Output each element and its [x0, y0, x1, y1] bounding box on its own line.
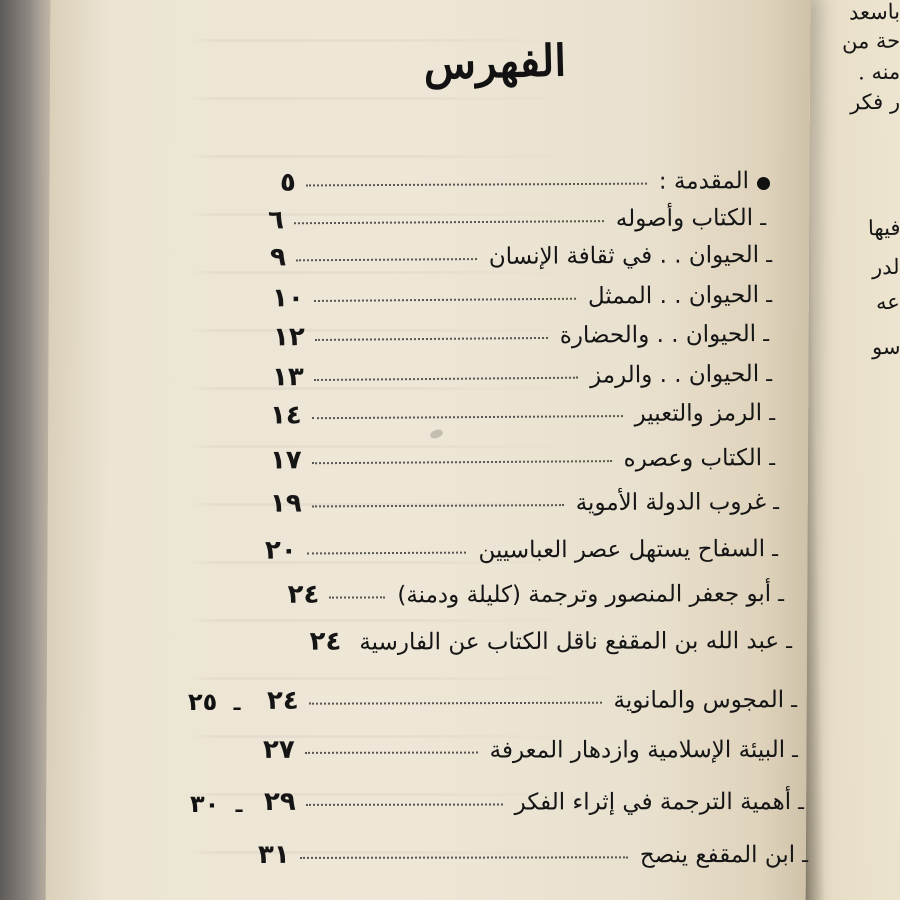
contents-entry[interactable] [271, 281, 773, 314]
right-page-fragment: منه . [857, 59, 900, 85]
contents-entry[interactable] [264, 580, 784, 608]
page-number: ١٣ [271, 362, 304, 393]
page-number: ٣١ [257, 839, 290, 870]
contents-entry[interactable] [263, 736, 798, 763]
contents-title: الفهرس [422, 36, 567, 90]
dash-marker: ـ [766, 283, 773, 308]
page-number: ١٢ [272, 322, 305, 353]
dotted-leader [315, 336, 548, 341]
entry-title: ابن المقفع ينصح [639, 842, 796, 869]
right-page-fragment: حة من [841, 28, 900, 54]
page-number: ١٤ [269, 400, 302, 431]
page-number: ٢٩ [263, 786, 296, 817]
right-page-fragment: سو [871, 334, 900, 360]
contents-entry[interactable] [264, 788, 804, 815]
contents-entry[interactable] [272, 320, 770, 353]
page-number: ٢٤ [266, 685, 299, 716]
dotted-leader [312, 414, 623, 419]
entry-title: أبو جعفر المنصور وترجمة (كليلة ودمنة) [397, 581, 772, 609]
contents-entry[interactable] [267, 204, 767, 236]
entry-title: الرمز والتعبير [634, 400, 763, 427]
contents-entry[interactable] [258, 841, 808, 868]
dash-marker: ـ [791, 688, 798, 713]
entry-title: الحيوان . . والرمز [589, 361, 760, 389]
dash-marker: ـ [778, 582, 785, 607]
entry-title: غروب الدولة الأموية [575, 489, 767, 517]
dash-marker: ـ [766, 362, 773, 387]
contents-entry[interactable] [267, 686, 797, 714]
entry-title: البيئة الإسلامية وازدهار المعرفة [489, 737, 786, 764]
dotted-leader [300, 855, 628, 859]
dash-marker: ـ [773, 490, 780, 515]
entry-title: الحيوان . . والحضارة [559, 321, 757, 349]
left-background-edge [0, 0, 52, 900]
right-page-fragment: فيها [867, 215, 900, 241]
contents-entry[interactable] [280, 167, 770, 196]
entry-title: السفاح يستهل عصر العباسيين [478, 536, 766, 564]
dash-marker: ـ [760, 206, 767, 231]
contents-entry[interactable] [262, 627, 792, 655]
entry-title: الكتاب وعصره [623, 445, 763, 473]
right-page-text-fragments [810, 0, 900, 360]
dash-marker: ـ [766, 243, 773, 268]
dash-marker: ـ [786, 629, 793, 654]
page-number: ٢٤ [309, 626, 342, 657]
page-number: ٢٤ [287, 579, 320, 610]
entry-title: المقدمة : [658, 168, 750, 195]
page-number: ٦ [267, 205, 284, 236]
page-number: ١٧ [269, 445, 302, 476]
dotted-leader [296, 257, 477, 261]
bullet-marker [757, 177, 770, 190]
page-number: ٥ [279, 167, 296, 198]
dotted-leader [309, 701, 602, 705]
contents-entry[interactable] [270, 488, 779, 517]
entry-title: الحيوان . . في ثقافة الإنسان [488, 242, 760, 270]
dash-marker: ـ [802, 843, 809, 868]
entry-title: عبد الله بن المقفع ناقل الكتاب عن الفارسية [359, 628, 780, 656]
page-number: ١٩ [269, 488, 302, 519]
contents-entry[interactable] [271, 360, 773, 393]
page-number: ٢٧ [262, 734, 295, 765]
contents-entry[interactable] [270, 241, 772, 271]
right-page-fragment: ر فكر [849, 89, 900, 115]
dotted-leader [329, 595, 385, 598]
dotted-leader [314, 376, 578, 381]
page-number: ٢٠ [264, 535, 297, 566]
entry-title: أهمية الترجمة في إثراء الفكر [514, 789, 792, 816]
range-dash: ـ [233, 691, 241, 715]
entry-title: الكتاب وأصوله [615, 205, 754, 233]
dash-marker: ـ [792, 738, 799, 763]
dash-marker: ـ [769, 446, 776, 471]
page-number: ٩ [269, 242, 286, 273]
dotted-leader [312, 459, 612, 464]
entry-title: المجوس والمانوية [613, 687, 785, 714]
right-page-fragment: عه [875, 289, 900, 315]
entry-title: الحيوان . . الممثل [587, 282, 760, 310]
dash-marker: ـ [763, 322, 770, 347]
dotted-leader [307, 551, 467, 555]
dotted-leader [294, 219, 604, 224]
dotted-leader [312, 503, 564, 507]
dotted-leader [306, 803, 503, 806]
dash-marker: ـ [772, 537, 779, 562]
right-page-fragment: لدر [872, 254, 900, 280]
dotted-leader [306, 182, 647, 187]
dotted-leader [305, 751, 478, 754]
dotted-leader [314, 297, 576, 302]
contents-entry[interactable] [265, 535, 778, 564]
range-end-number: ٢٥ [188, 688, 218, 716]
page-number: ١٠ [271, 283, 304, 314]
dash-marker: ـ [769, 401, 776, 426]
contents-entry[interactable] [270, 444, 775, 474]
dash-marker: ـ [798, 790, 805, 815]
range-end-number: ٣٠ [190, 790, 220, 818]
contents-entry[interactable] [270, 399, 775, 429]
range-dash: ـ [235, 793, 243, 817]
right-page-fragment: باسعد [848, 0, 900, 25]
